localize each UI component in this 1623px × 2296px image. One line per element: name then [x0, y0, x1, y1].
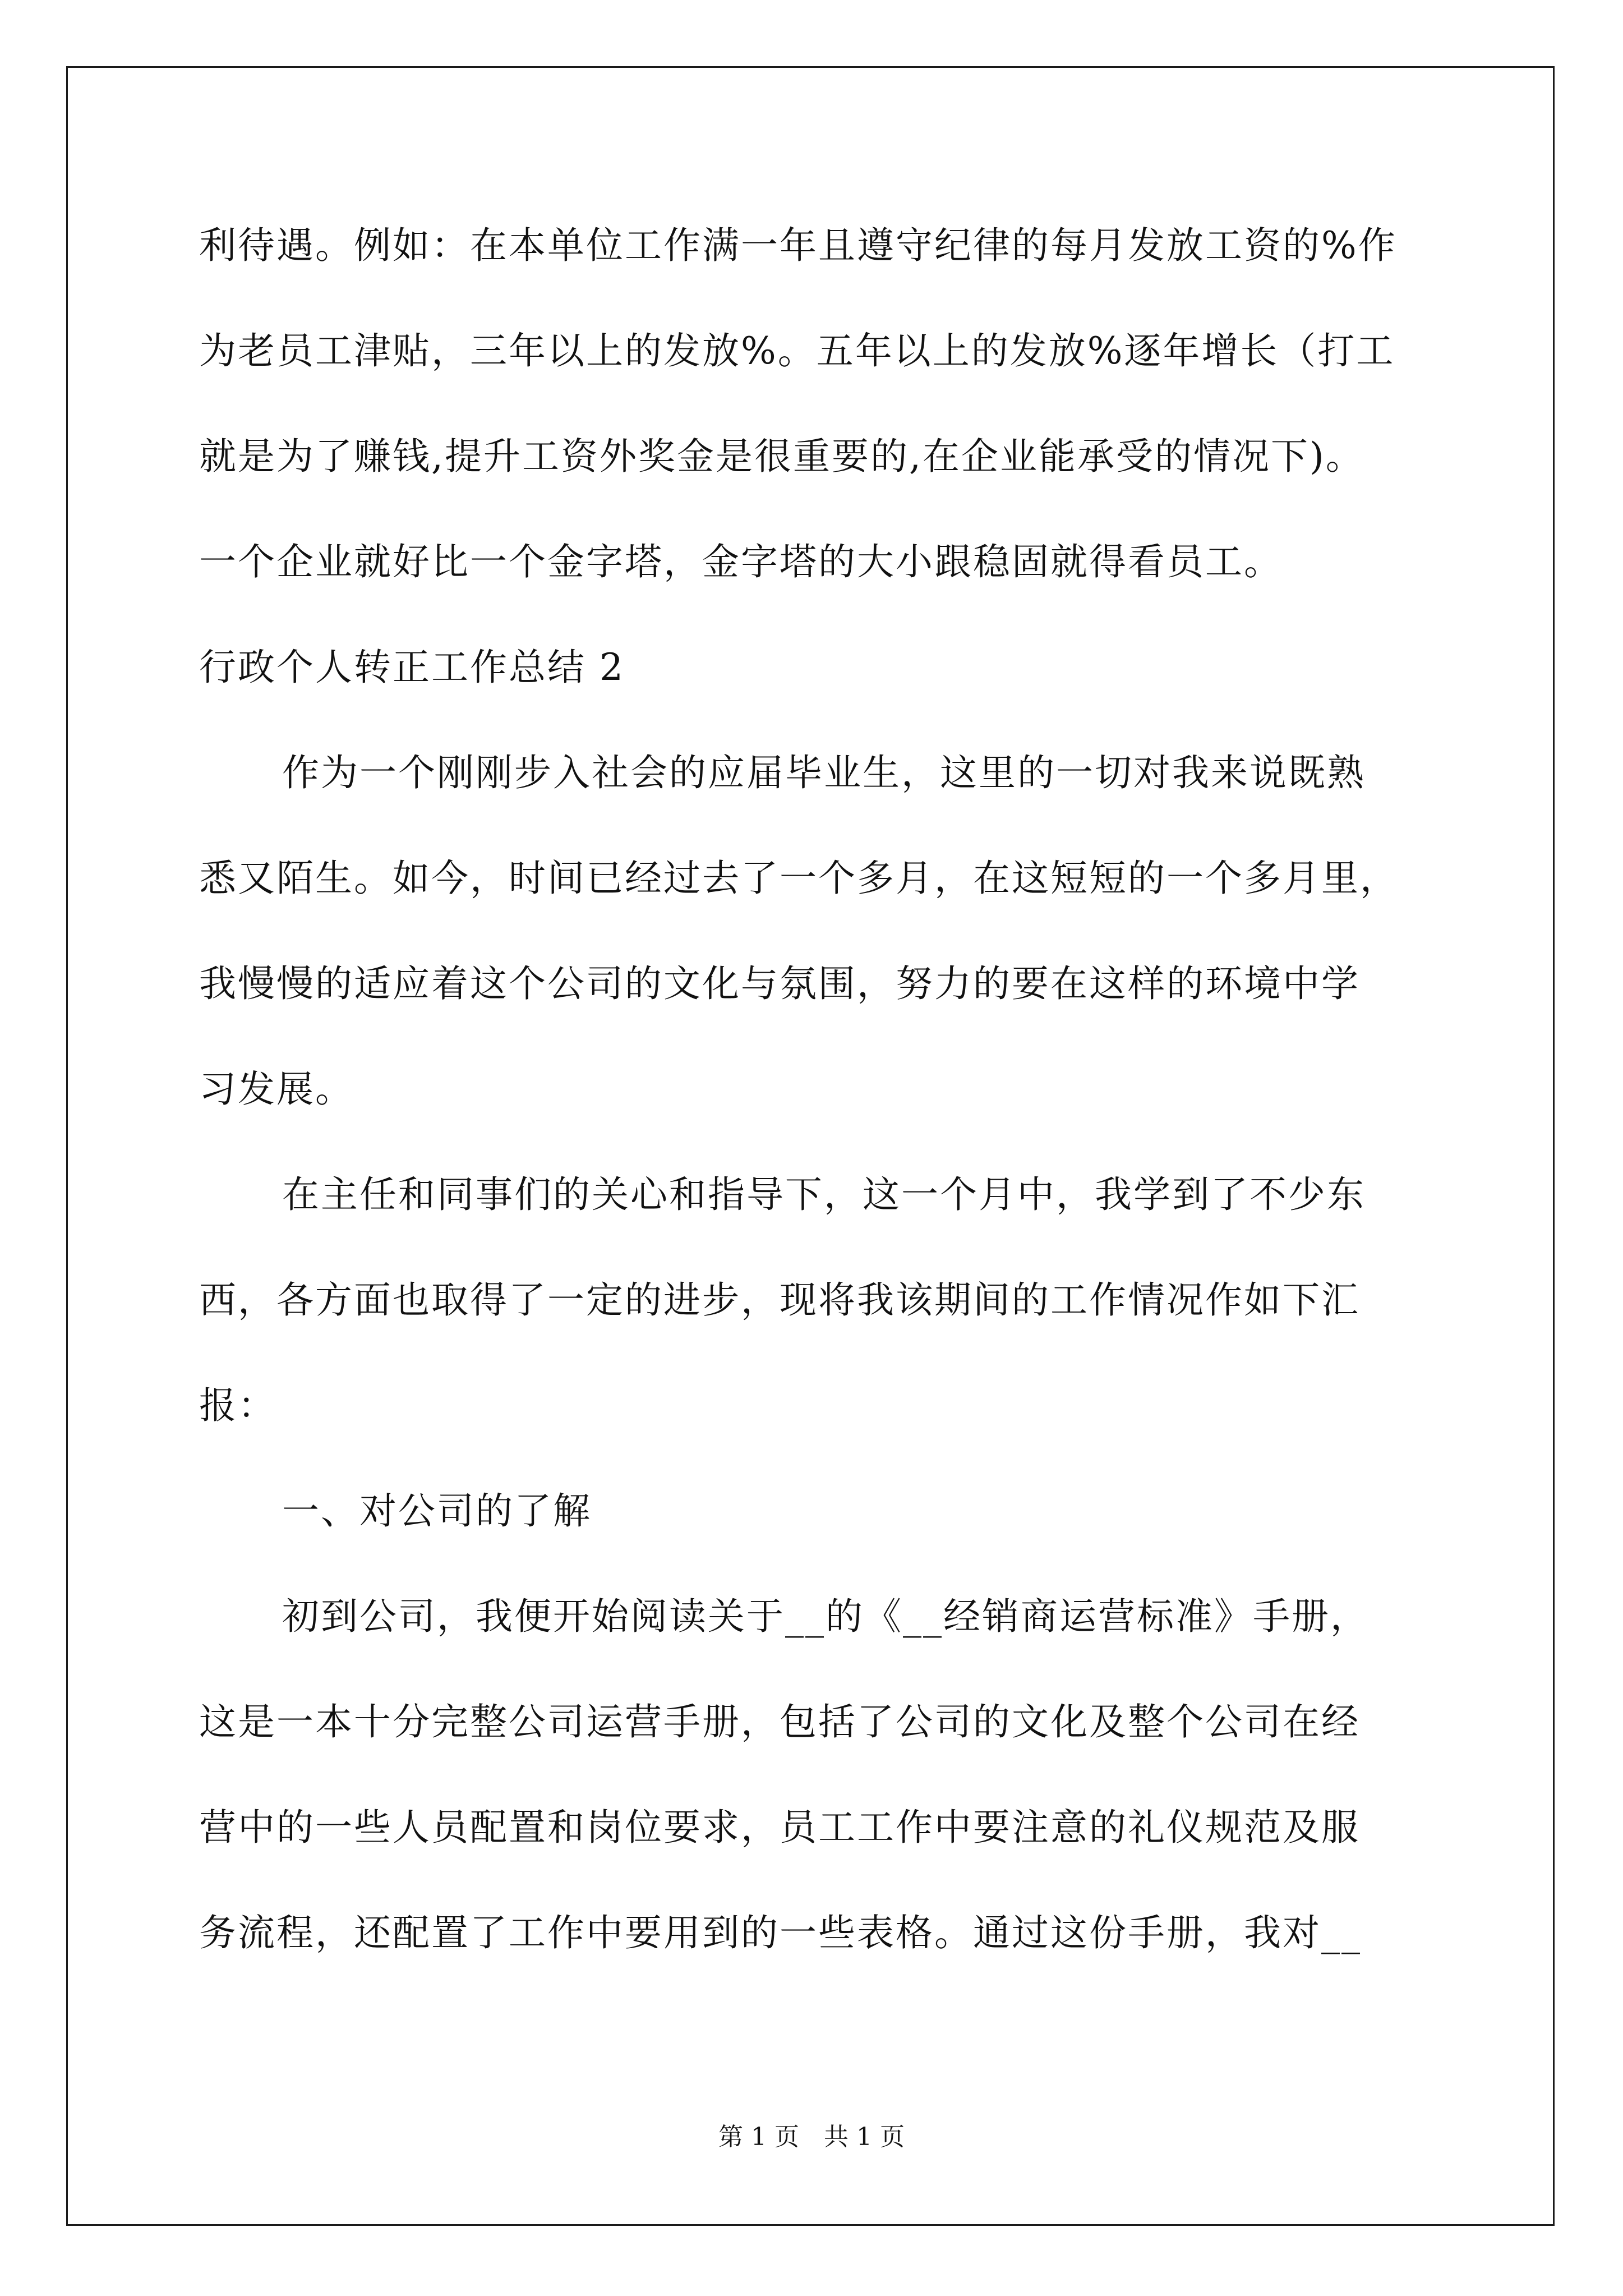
body-line: 务流程，还配置了工作中要用到的一些表格。通过这份手册，我对__	[199, 1911, 1362, 1954]
page-footer: 第 1 页 共 1 页	[718, 2123, 905, 2151]
page-border	[66, 66, 1555, 2226]
body-line: 就是为了赚钱,提升工资外奖金是很重要的,在企业能承受的情况下)。	[199, 435, 1364, 478]
subsection-heading: 一、对公司的了解	[282, 1489, 592, 1533]
body-line: 为老员工津贴，三年以上的发放%。五年以上的发放%逐年增长（打工	[199, 329, 1395, 372]
body-line: 利待遇。例如：在本单位工作满一年且遵守纪律的每月发放工资的%作	[199, 224, 1397, 267]
body-line: 报：	[199, 1384, 276, 1427]
paragraph-start: 作为一个刚刚步入社会的应届毕业生，这里的一切对我来说既熟	[282, 751, 1366, 794]
body-line: 一个企业就好比一个金字塔，金字塔的大小跟稳固就得看员工。	[199, 540, 1283, 583]
body-line: 悉又陌生。如今，时间已经过去了一个多月，在这短短的一个多月里，	[199, 857, 1399, 900]
paragraph-start: 在主任和同事们的关心和指导下，这一个月中，我学到了不少东	[282, 1173, 1366, 1216]
paragraph-start: 初到公司，我便开始阅读关于__的《__经销商运营标准》手册，	[282, 1595, 1369, 1638]
body-line: 营中的一些人员配置和岗位要求，员工工作中要注意的礼仪规范及服	[199, 1806, 1360, 1849]
body-line: 我慢慢的适应着这个公司的文化与氛围，努力的要在这样的环境中学	[199, 962, 1360, 1005]
section-title: 行政个人转正工作总结 2	[199, 646, 625, 689]
body-line: 习发展。	[199, 1068, 354, 1111]
body-line: 西，各方面也取得了一定的进步，现将我该期间的工作情况作如下汇	[199, 1278, 1360, 1322]
body-line: 这是一本十分完整公司运营手册，包括了公司的文化及整个公司在经	[199, 1700, 1360, 1743]
